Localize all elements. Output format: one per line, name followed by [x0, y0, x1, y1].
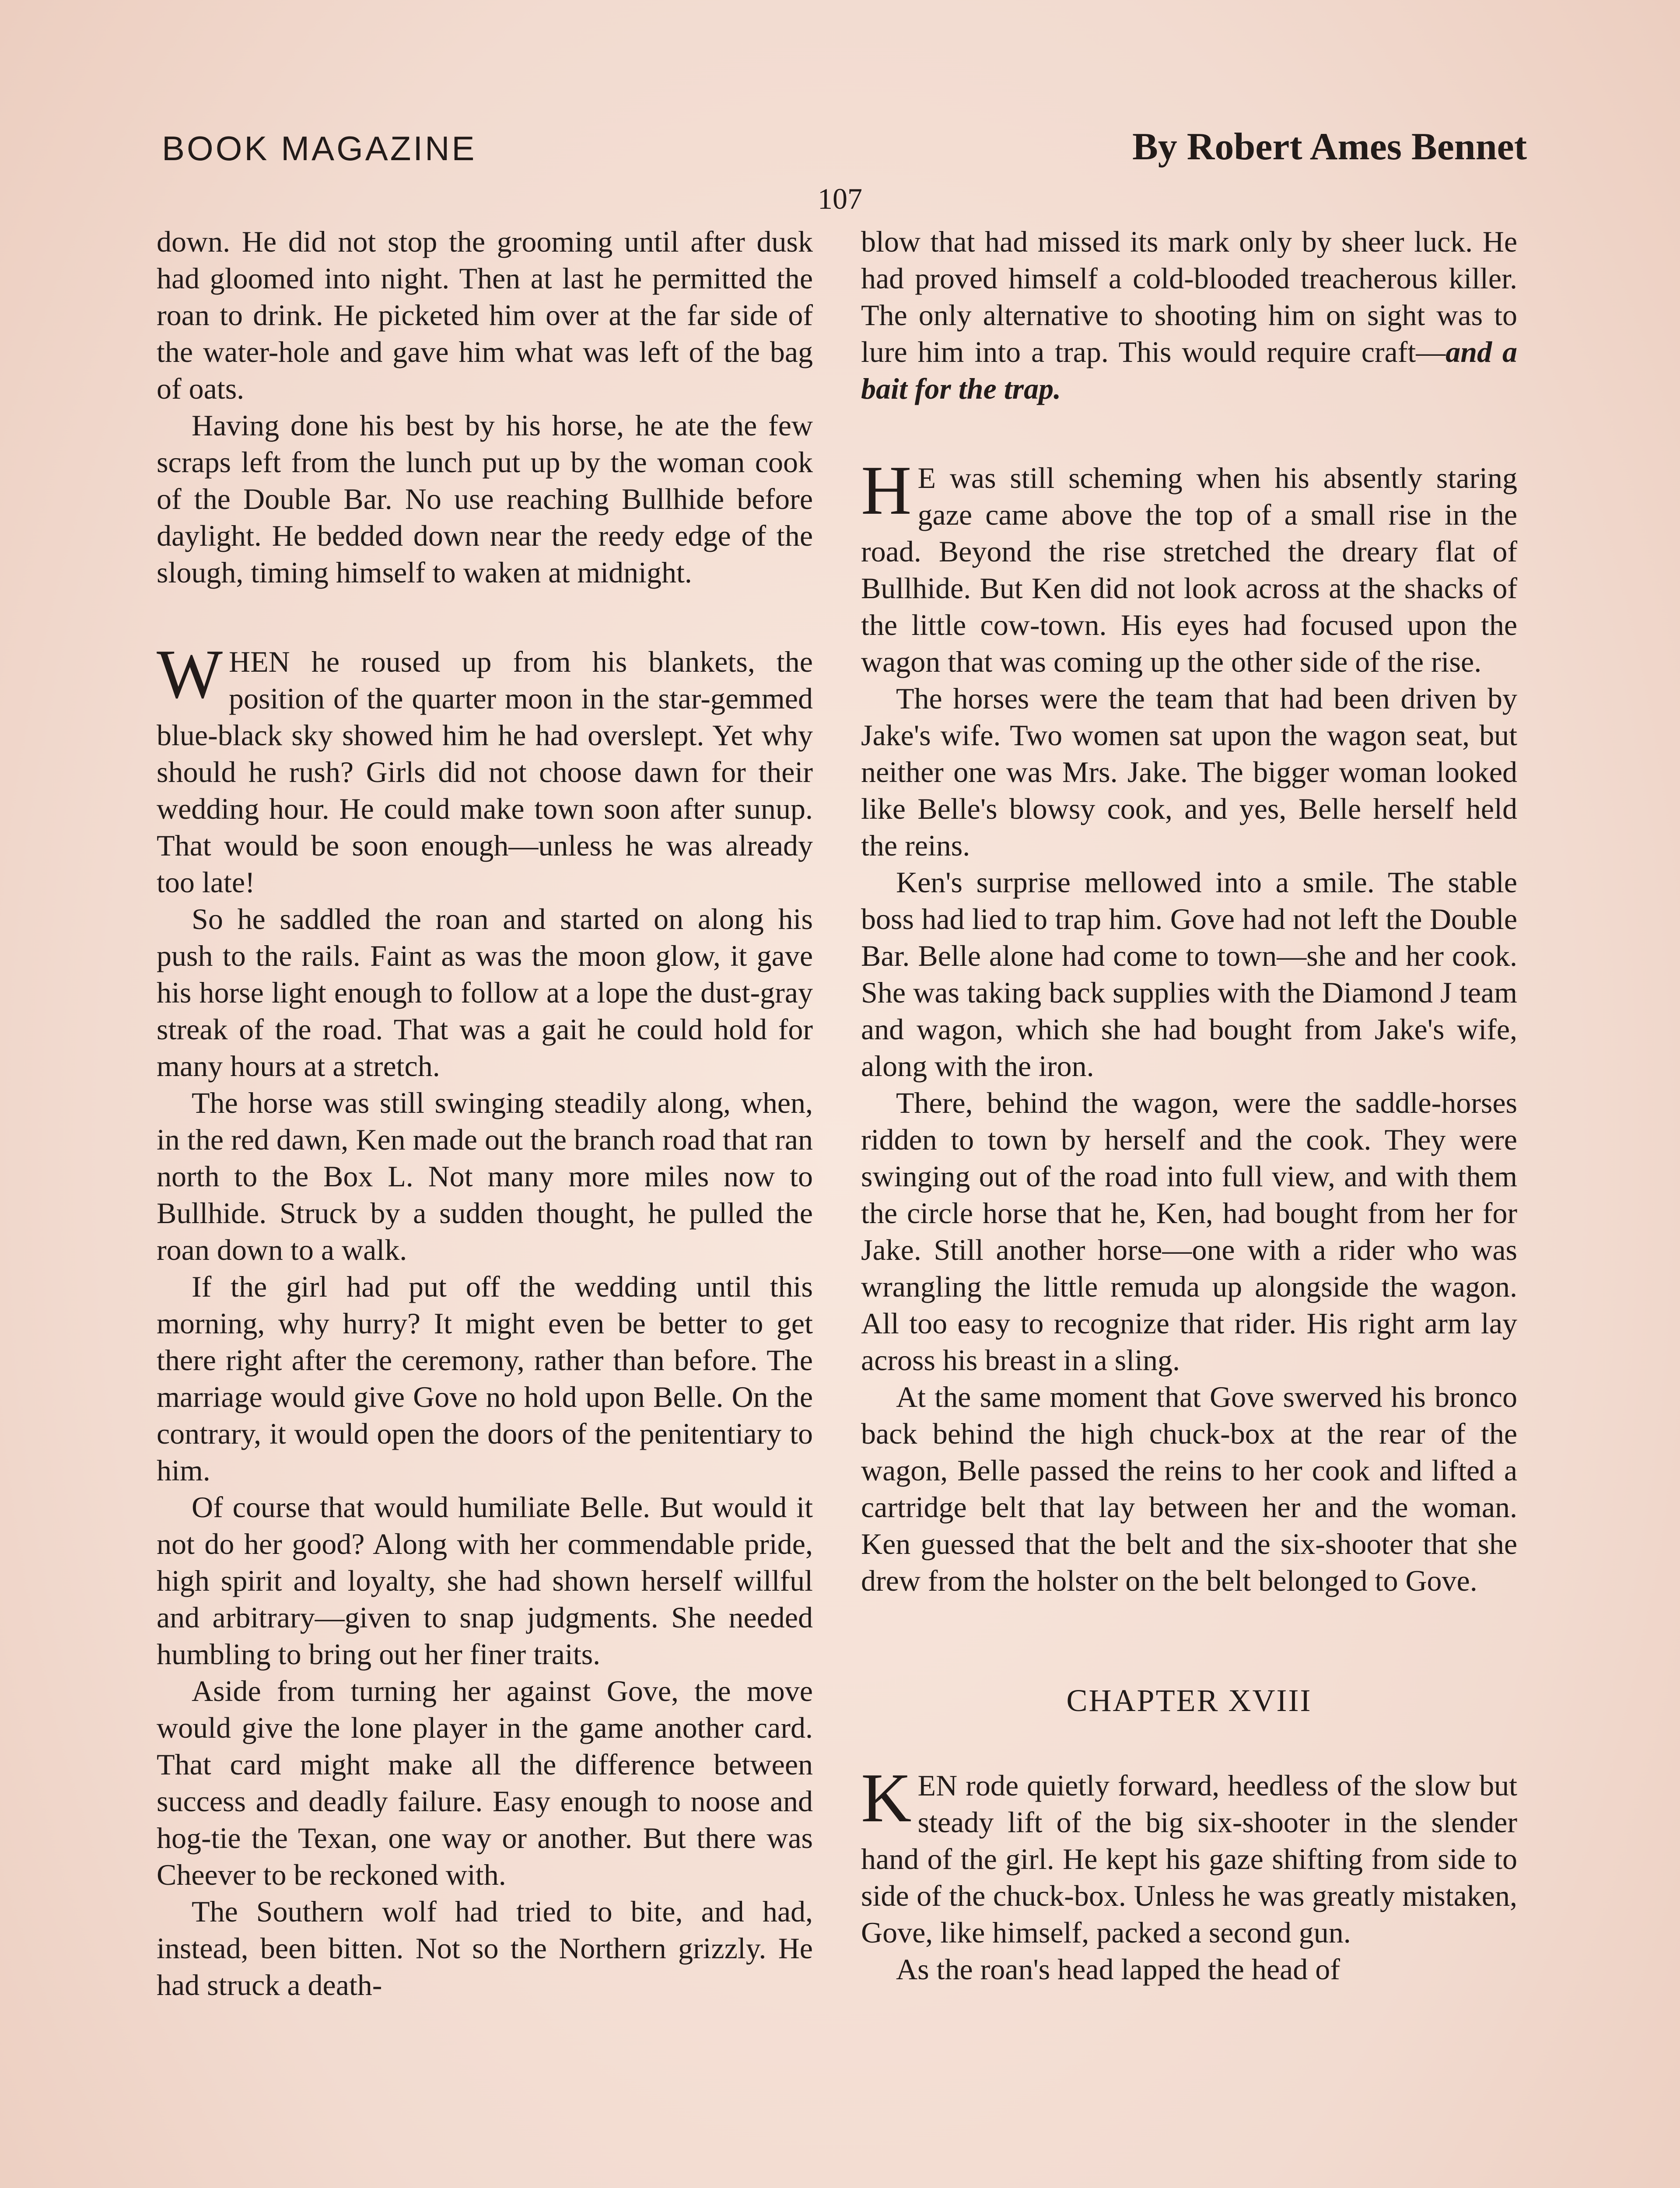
paragraph: So he saddled the roan and started on along his push to the rails. Faint as was the moon glow, it gave his horse light enough to follow at a lope the dust-gray streak of the road. That was a gait he could hold for many hours at a stretch.: [157, 902, 813, 1083]
paragraph: Having done his best by his horse, he ate the few scraps left from the lunch put up by the woman cook of the Double Bar. No use reaching Bullhide before daylight. He bedded down near the reedy edge of the slough, timing himself to waken at midnight.: [157, 409, 813, 589]
magazine-title: BOOK MAGAZINE: [162, 129, 477, 168]
paragraph-text: EN rode quietly forward, heedless of the slow but steady lift of the big six-shooter in the slender hand of the girl. He kept his gaze shifting from side to side of the chuck-box. Unless he was greatly mistaken, Gove, like himself, packed a second gun.: [861, 1769, 1517, 1949]
chapter-heading: CHAPTER XVIII: [1066, 1683, 1312, 1718]
paragraph: Of course that would humiliate Belle. But would it not do her good? Along with her commendable pride, high spirit and loyalty, she had shown herself willful and arbitrary—given to snap judgments. She needed humbling to bring out her finer traits.: [157, 1490, 813, 1671]
section-opening-paragraph: [861, 451, 1517, 680]
drop-cap: H: [861, 451, 912, 529]
paragraph-text: HEN he roused up from his blankets, the position of the quarter moon in the star-gemmed blue-black sky showed him he had overslept. Yet why should he rush? Girls did not choose dawn for their wedding hour. He could make town soon after sunup. That would be soon enough—unless he was already too late!: [157, 645, 813, 899]
paragraph: The horses were the team that had been driven by Jake's wife. Two women sat upon the wagon seat, but neither one was Mrs. Jake. The bigger woman looked like Belle's blowsy cook, and yes, Belle herself held the reins.: [861, 682, 1517, 862]
paragraph: As the roan's head lapped the head of: [896, 1953, 1340, 1986]
paragraph: Ken's surprise mellowed into a smile. The stable boss had lied to trap him. Gove had not left the Double Bar. Belle alone had come to town—she and her cook. She was taking back supplies with the Diamond J team and wagon, which she had bought from Jake's wife, along with the iron.: [861, 866, 1517, 1083]
section-opening-paragraph: [157, 635, 813, 901]
drop-cap: K: [861, 1759, 912, 1837]
paragraph: If the girl had put off the wedding until this morning, why hurry? It might even be better to get there right after the ceremony, rather than before. The marriage would give Gove no hold upon Belle. On the contrary, it would open the doors of the penitentiary to him.: [157, 1270, 813, 1487]
right-column: [861, 223, 1517, 2188]
page-number: 107: [818, 182, 862, 215]
chapter-opening-paragraph: [861, 1759, 1517, 1951]
paragraph-text: E was still scheming when his absently staring gaze came above the top of a small rise in the road. Beyond the rise stretched the dreary flat of Bullhide. But Ken did not look across at the shacks of the little cow-town. His eyes had focused upon the wagon that was coming up the other side of the rise.: [861, 461, 1517, 678]
left-column: [157, 223, 813, 2188]
drop-cap: W: [157, 635, 223, 713]
emphasized-text: and a bait for the trap.: [861, 335, 1517, 405]
paragraph: The Southern wolf had tried to bite, and had, instead, been bitten. Not so the Northern grizzly. He had struck a death-: [157, 1895, 813, 2002]
paragraph-text: blow that had missed its mark only by sheer luck. He had proved himself a cold-blooded treacherous killer. The only alternative to shooting him on sight was to lure him into a trap. This would require craft—: [861, 225, 1517, 368]
continued-paragraph: [861, 223, 1517, 407]
paragraph: At the same moment that Gove swerved his bronco back behind the high chuck-box at the rear of the wagon, Belle passed the reins to her cook and lifted a cartridge belt that lay between her and the woman. Ken guessed that the belt and the six-shooter that she drew from the holster on the belt belonged to Gove.: [861, 1380, 1517, 1597]
paragraph: Aside from turning her against Gove, the move would give the lone player in the game another card. That card might make all the difference between success and deadly failure. Easy enough to noose and hog-tie the Texan, one way or another. But there was Cheever to be reckoned with.: [157, 1674, 813, 1891]
author-byline: By Robert Ames Bennet: [1132, 126, 1527, 168]
paragraph: The horse was still swinging steadily along, when, in the red dawn, Ken made out the branch road that ran north to the Box L. Not many more miles now to Bullhide. Struck by a sudden thought, he pulled the roan down to a walk.: [157, 1086, 813, 1266]
paragraph: There, behind the wagon, were the saddle-horses ridden to town by herself and the cook. They were swinging out of the road into full view, and with them the circle horse that he, Ken, had bought from her for Jake. Still another horse—one with a rider who was wrangling the little remuda up alongside the wagon. All too easy to recognize that rider. His right arm lay across his breast in a sling.: [861, 1086, 1517, 1377]
paragraph: down. He did not stop the grooming until after dusk had gloomed into night. Then at last he permitted the roan to drink. He picketed him over at the far side of the water-hole and gave him what was left of the bag of oats.: [157, 225, 813, 405]
